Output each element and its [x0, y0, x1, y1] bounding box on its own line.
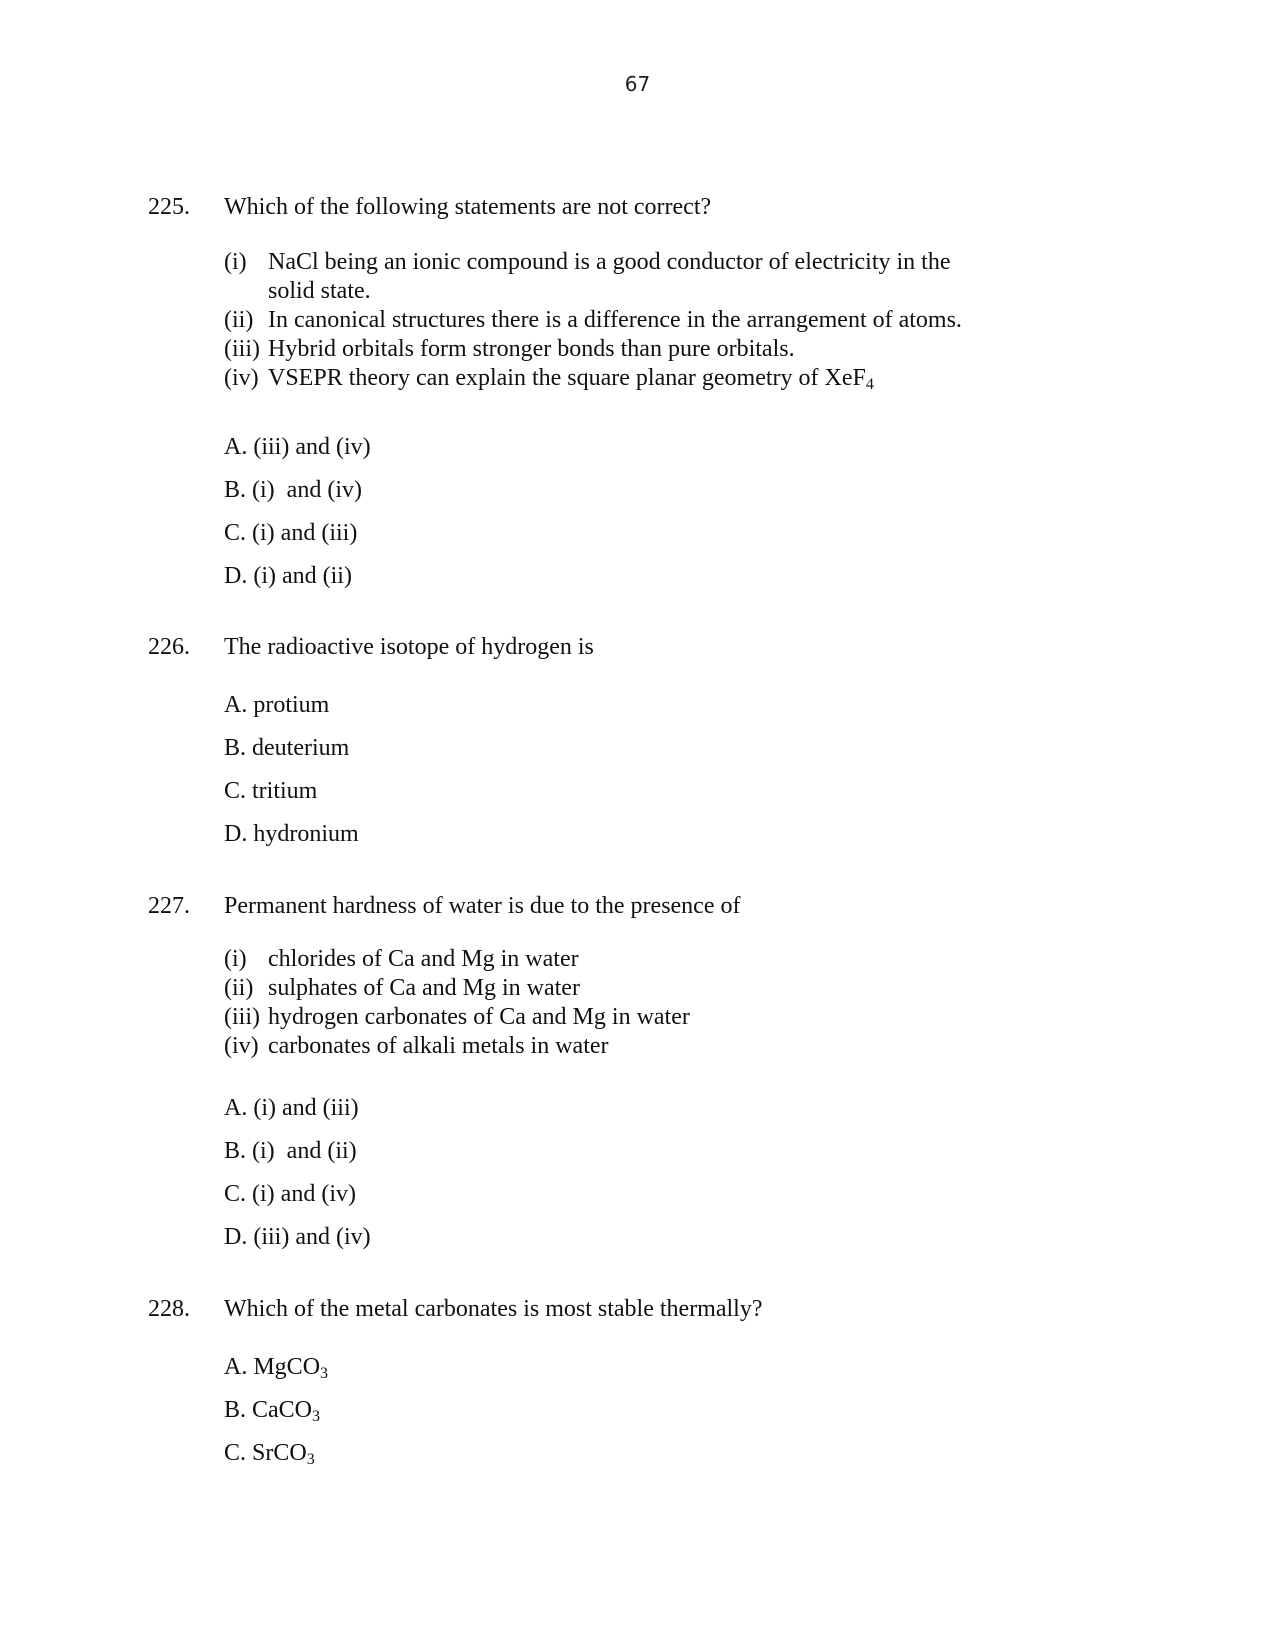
option-b[interactable] — [224, 1395, 320, 1425]
option-label: A. — [224, 434, 248, 460]
question-text: Permanent hardness of water is due to the presence of — [224, 893, 741, 919]
option-label: A. — [224, 692, 248, 718]
option-text: (iii) and (iv) — [253, 1224, 371, 1250]
option-c[interactable] — [224, 518, 357, 548]
statement-label: (ii) — [224, 307, 254, 333]
option-c[interactable] — [224, 1179, 356, 1209]
option-a[interactable] — [224, 1093, 359, 1123]
option-text: MgCO — [253, 1354, 321, 1380]
statement-list — [224, 248, 962, 393]
option-text: deuterium — [252, 735, 350, 761]
option-d[interactable] — [224, 819, 359, 849]
statement-list — [224, 945, 690, 1061]
statement — [224, 1032, 690, 1061]
statement-text: chlorides of Ca and Mg in water — [268, 946, 579, 972]
option-text: (i) and (iv) — [252, 477, 362, 503]
statement-text: Hybrid orbitals form stronger bonds than pure orbitals. — [268, 336, 795, 362]
option-label: C. — [224, 778, 247, 804]
option-d[interactable] — [224, 1222, 371, 1252]
question-number: 228. — [148, 1296, 190, 1322]
option-label: D. — [224, 821, 248, 847]
option-text: protium — [253, 692, 330, 718]
option-a[interactable] — [224, 1352, 328, 1382]
statement — [224, 945, 690, 974]
option-label: C. — [224, 520, 247, 546]
subscript: 4 — [865, 376, 874, 393]
option-c[interactable] — [224, 1438, 315, 1468]
option-b[interactable] — [224, 733, 349, 763]
statement-label: (i) — [224, 946, 247, 972]
statement — [224, 1003, 690, 1032]
option-text: SrCO — [252, 1440, 307, 1466]
option-text: (i) and (iv) — [252, 1181, 356, 1207]
option-text: (iii) and (iv) — [253, 434, 371, 460]
question-number: 225. — [148, 194, 190, 220]
statement-label: (ii) — [224, 975, 254, 1001]
option-label: D. — [224, 563, 248, 589]
option-label: B. — [224, 477, 247, 503]
statement-label: (iii) — [224, 1004, 260, 1030]
option-text: (i) and (ii) — [252, 1138, 357, 1164]
statement — [224, 974, 690, 1003]
option-label: A. — [224, 1354, 248, 1380]
option-text: (i) and (iii) — [253, 1095, 359, 1121]
subscript: 3 — [306, 1451, 315, 1468]
option-text: hydronium — [253, 821, 359, 847]
question-text: Which of the following statements are not correct? — [224, 194, 712, 220]
statement-label: (iii) — [224, 336, 260, 362]
statement-text: VSEPR theory can explain the square planar geometry of XeF — [268, 365, 866, 391]
statement — [224, 364, 962, 393]
option-label: C. — [224, 1181, 247, 1207]
statement-text: carbonates of alkali metals in water — [268, 1033, 609, 1059]
option-label: A. — [224, 1095, 248, 1121]
option-label: D. — [224, 1224, 248, 1250]
question-number: 227. — [148, 893, 190, 919]
option-b[interactable] — [224, 475, 362, 505]
option-label: C. — [224, 1440, 247, 1466]
question-text: Which of the metal carbonates is most stable thermally? — [224, 1296, 763, 1322]
statement-text-continued: solid state. — [268, 278, 371, 304]
statement — [224, 248, 962, 306]
option-text: (i) and (ii) — [253, 563, 352, 589]
option-text: (i) and (iii) — [252, 520, 358, 546]
statement-label: (iv) — [224, 365, 259, 391]
statement-text: In canonical structures there is a difference in the arrangement of atoms. — [268, 307, 962, 333]
statement-text: hydrogen carbonates of Ca and Mg in water — [268, 1004, 690, 1030]
option-text: tritium — [252, 778, 318, 804]
option-label: B. — [224, 735, 247, 761]
option-a[interactable] — [224, 690, 329, 720]
option-b[interactable] — [224, 1136, 357, 1166]
statement — [224, 335, 962, 364]
option-d[interactable] — [224, 561, 352, 591]
statement-label: (i) — [224, 249, 247, 275]
statement — [224, 306, 962, 335]
subscript: 3 — [320, 1365, 329, 1382]
subscript: 3 — [312, 1408, 321, 1425]
option-c[interactable] — [224, 776, 317, 806]
page-number: 67 — [624, 72, 651, 96]
statement-text: sulphates of Ca and Mg in water — [268, 975, 580, 1001]
option-text: CaCO — [252, 1397, 313, 1423]
statement-label: (iv) — [224, 1033, 259, 1059]
question-number: 226. — [148, 634, 190, 660]
option-label: B. — [224, 1138, 247, 1164]
option-a[interactable] — [224, 432, 371, 462]
statement-text: NaCl being an ionic compound is a good conductor of electricity in the — [268, 249, 951, 275]
option-label: B. — [224, 1397, 247, 1423]
question-text: The radioactive isotope of hydrogen is — [224, 634, 594, 660]
